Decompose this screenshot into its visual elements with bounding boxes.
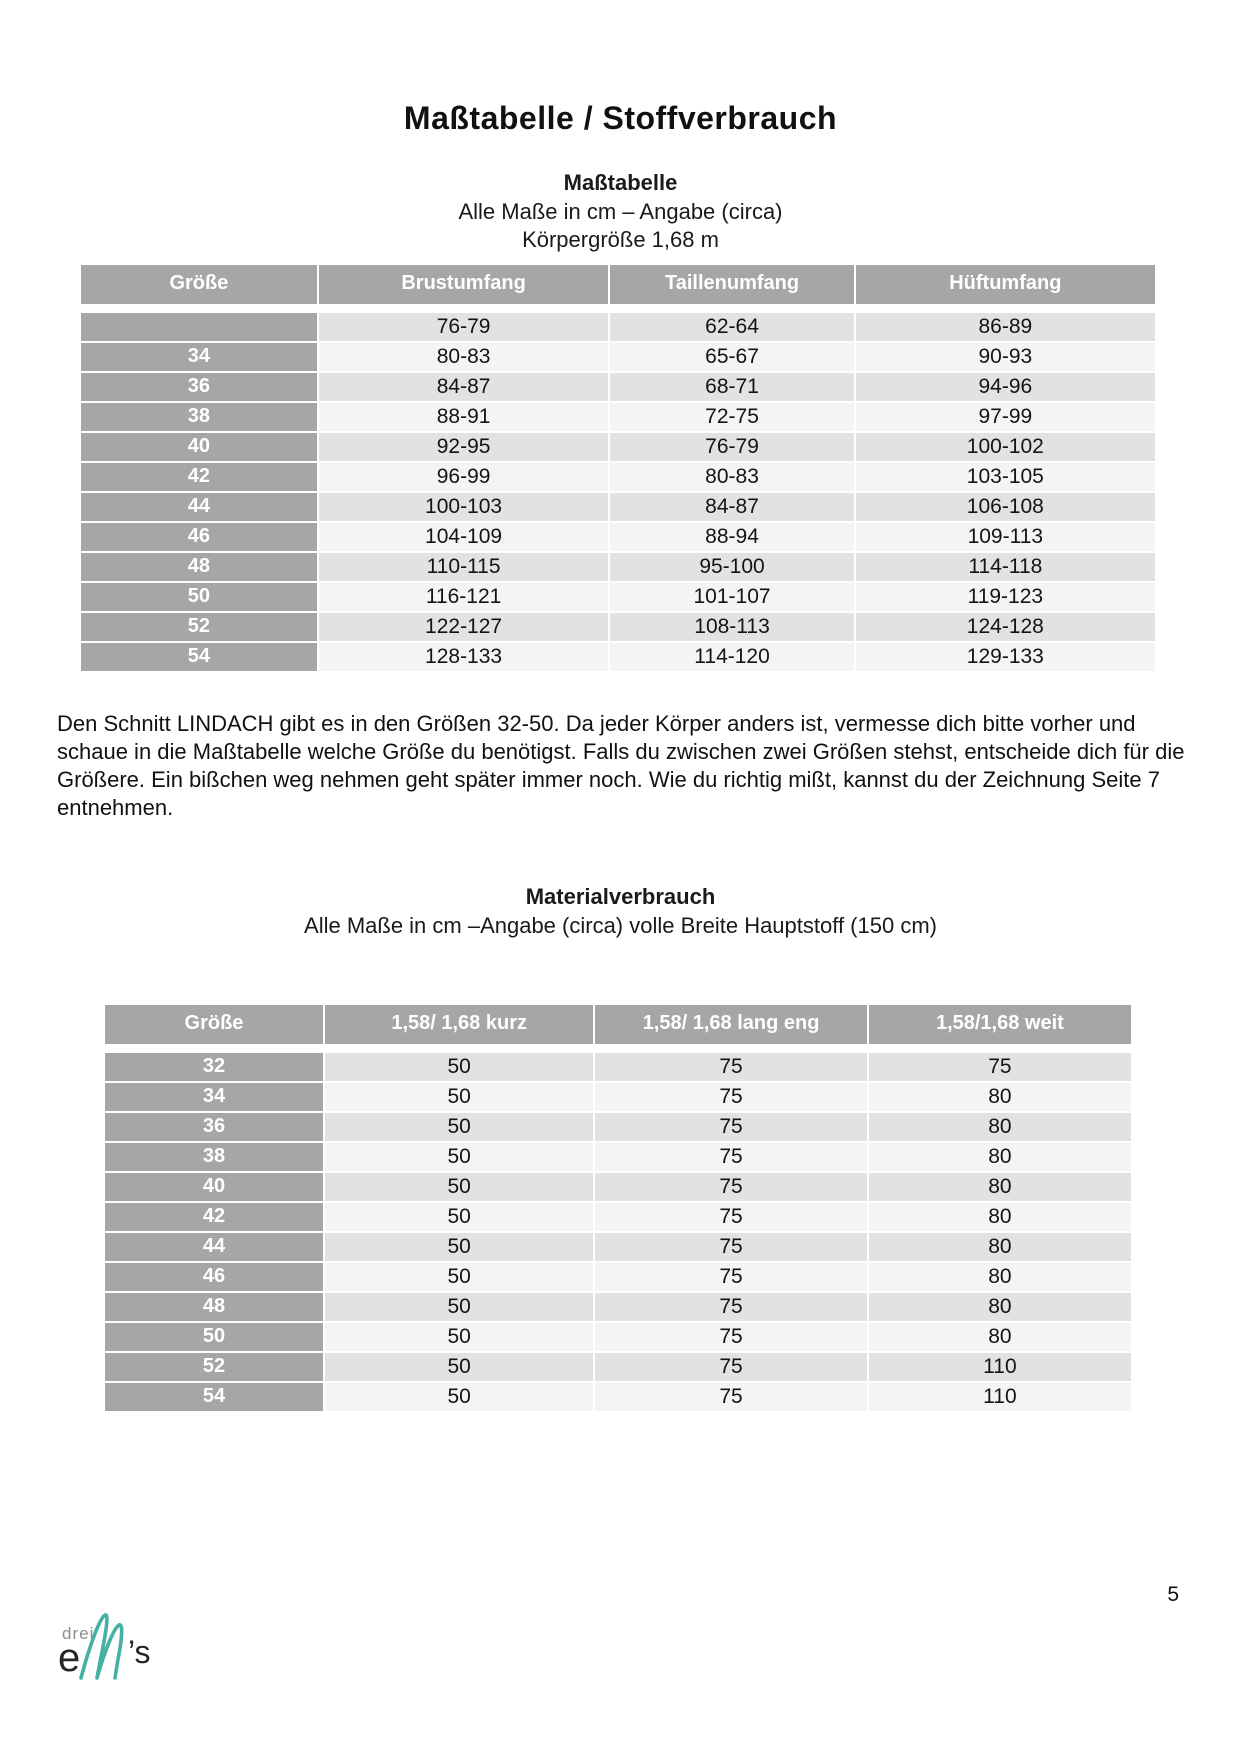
value-cell: 114-120 <box>609 642 854 672</box>
mass-table-subtitle-units: Alle Maße in cm – Angabe (circa) <box>458 199 783 224</box>
value-cell: 76-79 <box>609 432 854 462</box>
size-cell: 36 <box>80 372 318 402</box>
value-cell: 50 <box>324 1082 594 1112</box>
table-row <box>104 1112 1132 1142</box>
value-cell: 75 <box>594 1322 867 1352</box>
table-row <box>80 309 1156 343</box>
value-cell: 94-96 <box>855 372 1156 402</box>
value-cell: 84-87 <box>318 372 610 402</box>
table-header-row <box>104 1004 1132 1049</box>
size-cell: 44 <box>80 492 318 522</box>
value-cell: 124-128 <box>855 612 1156 642</box>
value-cell: 95-100 <box>609 552 854 582</box>
table-row <box>80 342 1156 372</box>
value-cell: 128-133 <box>318 642 610 672</box>
value-cell: 80 <box>868 1322 1132 1352</box>
table-row <box>80 582 1156 612</box>
size-cell: 40 <box>80 432 318 462</box>
value-cell: 110 <box>868 1352 1132 1382</box>
mass-table-subtitle-height: Körpergröße 1,68 m <box>522 227 719 252</box>
table-row <box>80 432 1156 462</box>
size-cell: 46 <box>80 522 318 552</box>
measurement-table <box>79 263 1157 673</box>
table-row <box>80 522 1156 552</box>
fabric-usage-table <box>103 1003 1133 1413</box>
size-cell: 34 <box>80 342 318 372</box>
value-cell: 50 <box>324 1262 594 1292</box>
size-cell: 32 <box>104 1049 324 1083</box>
table-row <box>104 1322 1132 1352</box>
value-cell: 75 <box>594 1232 867 1262</box>
value-cell: 110 <box>868 1382 1132 1412</box>
value-cell: 80 <box>868 1262 1132 1292</box>
value-cell: 50 <box>324 1292 594 1322</box>
value-cell: 92-95 <box>318 432 610 462</box>
value-cell: 50 <box>324 1142 594 1172</box>
size-cell: 40 <box>104 1172 324 1202</box>
column-header: 1,58/ 1,68 kurz <box>324 1004 594 1049</box>
table-row <box>104 1082 1132 1112</box>
size-cell: 44 <box>104 1232 324 1262</box>
value-cell: 110-115 <box>318 552 610 582</box>
table-row <box>80 612 1156 642</box>
value-cell: 76-79 <box>318 309 610 343</box>
value-cell: 65-67 <box>609 342 854 372</box>
value-cell: 75 <box>594 1262 867 1292</box>
value-cell: 122-127 <box>318 612 610 642</box>
value-cell: 96-99 <box>318 462 610 492</box>
value-cell: 80 <box>868 1112 1132 1142</box>
value-cell: 50 <box>324 1232 594 1262</box>
size-cell: 38 <box>104 1142 324 1172</box>
size-cell: 54 <box>104 1382 324 1412</box>
value-cell: 75 <box>594 1382 867 1412</box>
value-cell: 86-89 <box>855 309 1156 343</box>
size-cell: 52 <box>104 1352 324 1382</box>
table-row <box>104 1352 1132 1382</box>
value-cell: 114-118 <box>855 552 1156 582</box>
value-cell: 90-93 <box>855 342 1156 372</box>
value-cell: 116-121 <box>318 582 610 612</box>
table-row <box>104 1049 1132 1083</box>
table-row <box>104 1142 1132 1172</box>
column-header: Hüftumfang <box>855 264 1156 309</box>
drei-ems-logo <box>52 1608 172 1688</box>
value-cell: 80 <box>868 1202 1132 1232</box>
value-cell: 100-103 <box>318 492 610 522</box>
size-cell: 54 <box>80 642 318 672</box>
value-cell: 75 <box>594 1049 867 1083</box>
value-cell: 75 <box>594 1202 867 1232</box>
value-cell: 80 <box>868 1082 1132 1112</box>
value-cell: 75 <box>594 1142 867 1172</box>
value-cell: 50 <box>324 1172 594 1202</box>
value-cell: 97-99 <box>855 402 1156 432</box>
value-cell: 80 <box>868 1172 1132 1202</box>
size-cell: 48 <box>104 1292 324 1322</box>
value-cell: 72-75 <box>609 402 854 432</box>
material-table-subtitle: Alle Maße in cm –Angabe (circa) volle Breite Hauptstoff (150 cm) <box>304 913 937 938</box>
value-cell: 80-83 <box>318 342 610 372</box>
value-cell: 75 <box>594 1082 867 1112</box>
value-cell: 75 <box>594 1112 867 1142</box>
value-cell: 84-87 <box>609 492 854 522</box>
table-row <box>80 372 1156 402</box>
column-header: 1,58/1,68 weit <box>868 1004 1132 1049</box>
mass-table-heading: Maßtabelle <box>563 170 678 195</box>
value-cell: 100-102 <box>855 432 1156 462</box>
value-cell: 50 <box>324 1382 594 1412</box>
value-cell: 108-113 <box>609 612 854 642</box>
value-cell: 106-108 <box>855 492 1156 522</box>
size-cell <box>80 309 318 343</box>
value-cell: 101-107 <box>609 582 854 612</box>
value-cell: 80-83 <box>609 462 854 492</box>
table-row <box>104 1232 1132 1262</box>
page-title: Maßtabelle / Stoffverbrauch <box>403 100 838 136</box>
column-header: Taillenumfang <box>609 264 854 309</box>
table-row <box>80 492 1156 522</box>
column-header: 1,58/ 1,68 lang eng <box>594 1004 867 1049</box>
size-cell: 48 <box>80 552 318 582</box>
value-cell: 80 <box>868 1292 1132 1322</box>
logo-letter-s: ’s <box>128 1634 151 1670</box>
value-cell: 50 <box>324 1049 594 1083</box>
table-row <box>80 552 1156 582</box>
table-row <box>80 462 1156 492</box>
value-cell: 109-113 <box>855 522 1156 552</box>
value-cell: 119-123 <box>855 582 1156 612</box>
size-cell: 50 <box>104 1322 324 1352</box>
size-cell: 52 <box>80 612 318 642</box>
size-cell: 42 <box>104 1202 324 1232</box>
value-cell: 75 <box>868 1049 1132 1083</box>
value-cell: 50 <box>324 1322 594 1352</box>
column-header: Brustumfang <box>318 264 610 309</box>
logo-word-drei: drei <box>62 1624 95 1643</box>
table-row <box>104 1292 1132 1322</box>
logo-letter-e: e <box>58 1636 81 1680</box>
table-row <box>104 1202 1132 1232</box>
value-cell: 88-94 <box>609 522 854 552</box>
value-cell: 88-91 <box>318 402 610 432</box>
value-cell: 68-71 <box>609 372 854 402</box>
table-row <box>104 1172 1132 1202</box>
value-cell: 103-105 <box>855 462 1156 492</box>
size-cell: 50 <box>80 582 318 612</box>
value-cell: 75 <box>594 1172 867 1202</box>
table-header-row <box>80 264 1156 309</box>
size-cell: 34 <box>104 1082 324 1112</box>
value-cell: 50 <box>324 1352 594 1382</box>
value-cell: 50 <box>324 1112 594 1142</box>
table-row <box>104 1382 1132 1412</box>
value-cell: 75 <box>594 1292 867 1322</box>
column-header: Größe <box>80 264 318 309</box>
size-cell: 36 <box>104 1112 324 1142</box>
page-number: 5 <box>1167 1583 1179 1606</box>
table-row <box>80 402 1156 432</box>
value-cell: 80 <box>868 1142 1132 1172</box>
size-cell: 46 <box>104 1262 324 1292</box>
table-row <box>80 642 1156 672</box>
size-advice-paragraph: Den Schnitt LINDACH gibt es in den Größen 32-50. Da jeder Körper anders ist, vermesse dich bitte vorher und schaue in die Maßtabelle welche Größe du benötigst. Falls du zwischen zwei Größen stehst, entscheide dich für die Größere. Ein bißchen weg nehmen geht später immer noch. Wie du richtig mißt, kannst du der Zeichnung Seite 7 entnehmen. <box>57 711 1185 820</box>
column-header: Größe <box>104 1004 324 1049</box>
value-cell: 62-64 <box>609 309 854 343</box>
value-cell: 104-109 <box>318 522 610 552</box>
value-cell: 50 <box>324 1202 594 1232</box>
table-row <box>104 1262 1132 1292</box>
material-table-heading: Materialverbrauch <box>525 884 716 909</box>
value-cell: 75 <box>594 1352 867 1382</box>
value-cell: 80 <box>868 1232 1132 1262</box>
value-cell: 129-133 <box>855 642 1156 672</box>
size-cell: 38 <box>80 402 318 432</box>
size-cell: 42 <box>80 462 318 492</box>
